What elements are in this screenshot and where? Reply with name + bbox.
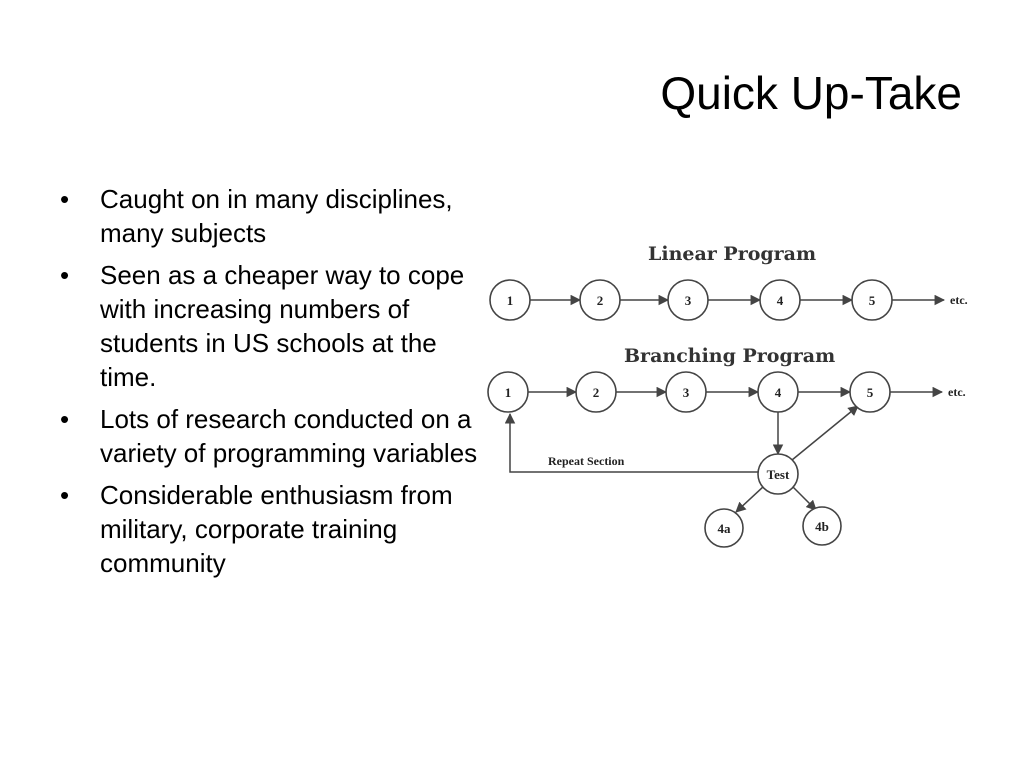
bullet-item (58, 258, 498, 394)
edge-test-to-4a (736, 486, 764, 512)
bullet-item (58, 402, 498, 470)
bullet-dot: • (60, 184, 70, 214)
bullet-text: Considerable enthusiasm from military, corporate training community (100, 480, 453, 578)
repeat-section-label: Repeat Section (548, 454, 625, 468)
svg-text:4: 4 (776, 293, 784, 308)
bullet-text: Seen as a cheaper way to cope with increasing numbers of students in US schools at the time. (100, 260, 465, 392)
branching-program-heading: Branching Program (624, 345, 836, 367)
svg-text:4b: 4b (815, 519, 829, 534)
test-node (758, 454, 798, 494)
svg-text:4: 4 (774, 385, 782, 400)
svg-text:1: 1 (506, 293, 514, 308)
svg-text:4a: 4a (717, 521, 731, 536)
bullet-text: Lots of research conducted on a variety of programming variables (100, 404, 478, 468)
branch-node-4b (803, 507, 841, 545)
edge-test-to-5 (792, 406, 858, 460)
bullet-dot: • (60, 404, 70, 434)
svg-text:Test: Test (766, 467, 790, 482)
linear-node-3 (668, 280, 708, 320)
linear-node-4 (760, 280, 800, 320)
branching-node-4 (758, 372, 798, 412)
bullet-dot: • (60, 260, 70, 290)
svg-text:5: 5 (868, 293, 876, 308)
edge-test-to-4b (792, 486, 816, 510)
linear-program-heading: Linear Program (648, 243, 817, 265)
svg-text:3: 3 (682, 385, 690, 400)
svg-text:1: 1 (504, 385, 512, 400)
bullet-list (58, 182, 498, 588)
bullet-dot: • (60, 480, 70, 510)
bullet-item (58, 182, 498, 250)
linear-node-2 (580, 280, 620, 320)
program-diagram (480, 228, 990, 558)
svg-text:5: 5 (866, 385, 874, 400)
svg-text:2: 2 (596, 293, 604, 308)
linear-node-1 (490, 280, 530, 320)
branching-etc-label: etc. (948, 385, 966, 399)
slide-title: Quick Up-Take (660, 67, 962, 119)
branching-node-1 (488, 372, 528, 412)
branching-node-2 (576, 372, 616, 412)
branching-node-5 (850, 372, 890, 412)
bullet-text: Caught on in many disciplines, many subjects (100, 184, 453, 248)
branch-node-4a (705, 509, 743, 547)
linear-node-5 (852, 280, 892, 320)
svg-text:3: 3 (684, 293, 692, 308)
branching-node-3 (666, 372, 706, 412)
linear-etc-label: etc. (950, 293, 968, 307)
svg-text:2: 2 (592, 385, 600, 400)
bullet-item (58, 478, 498, 580)
